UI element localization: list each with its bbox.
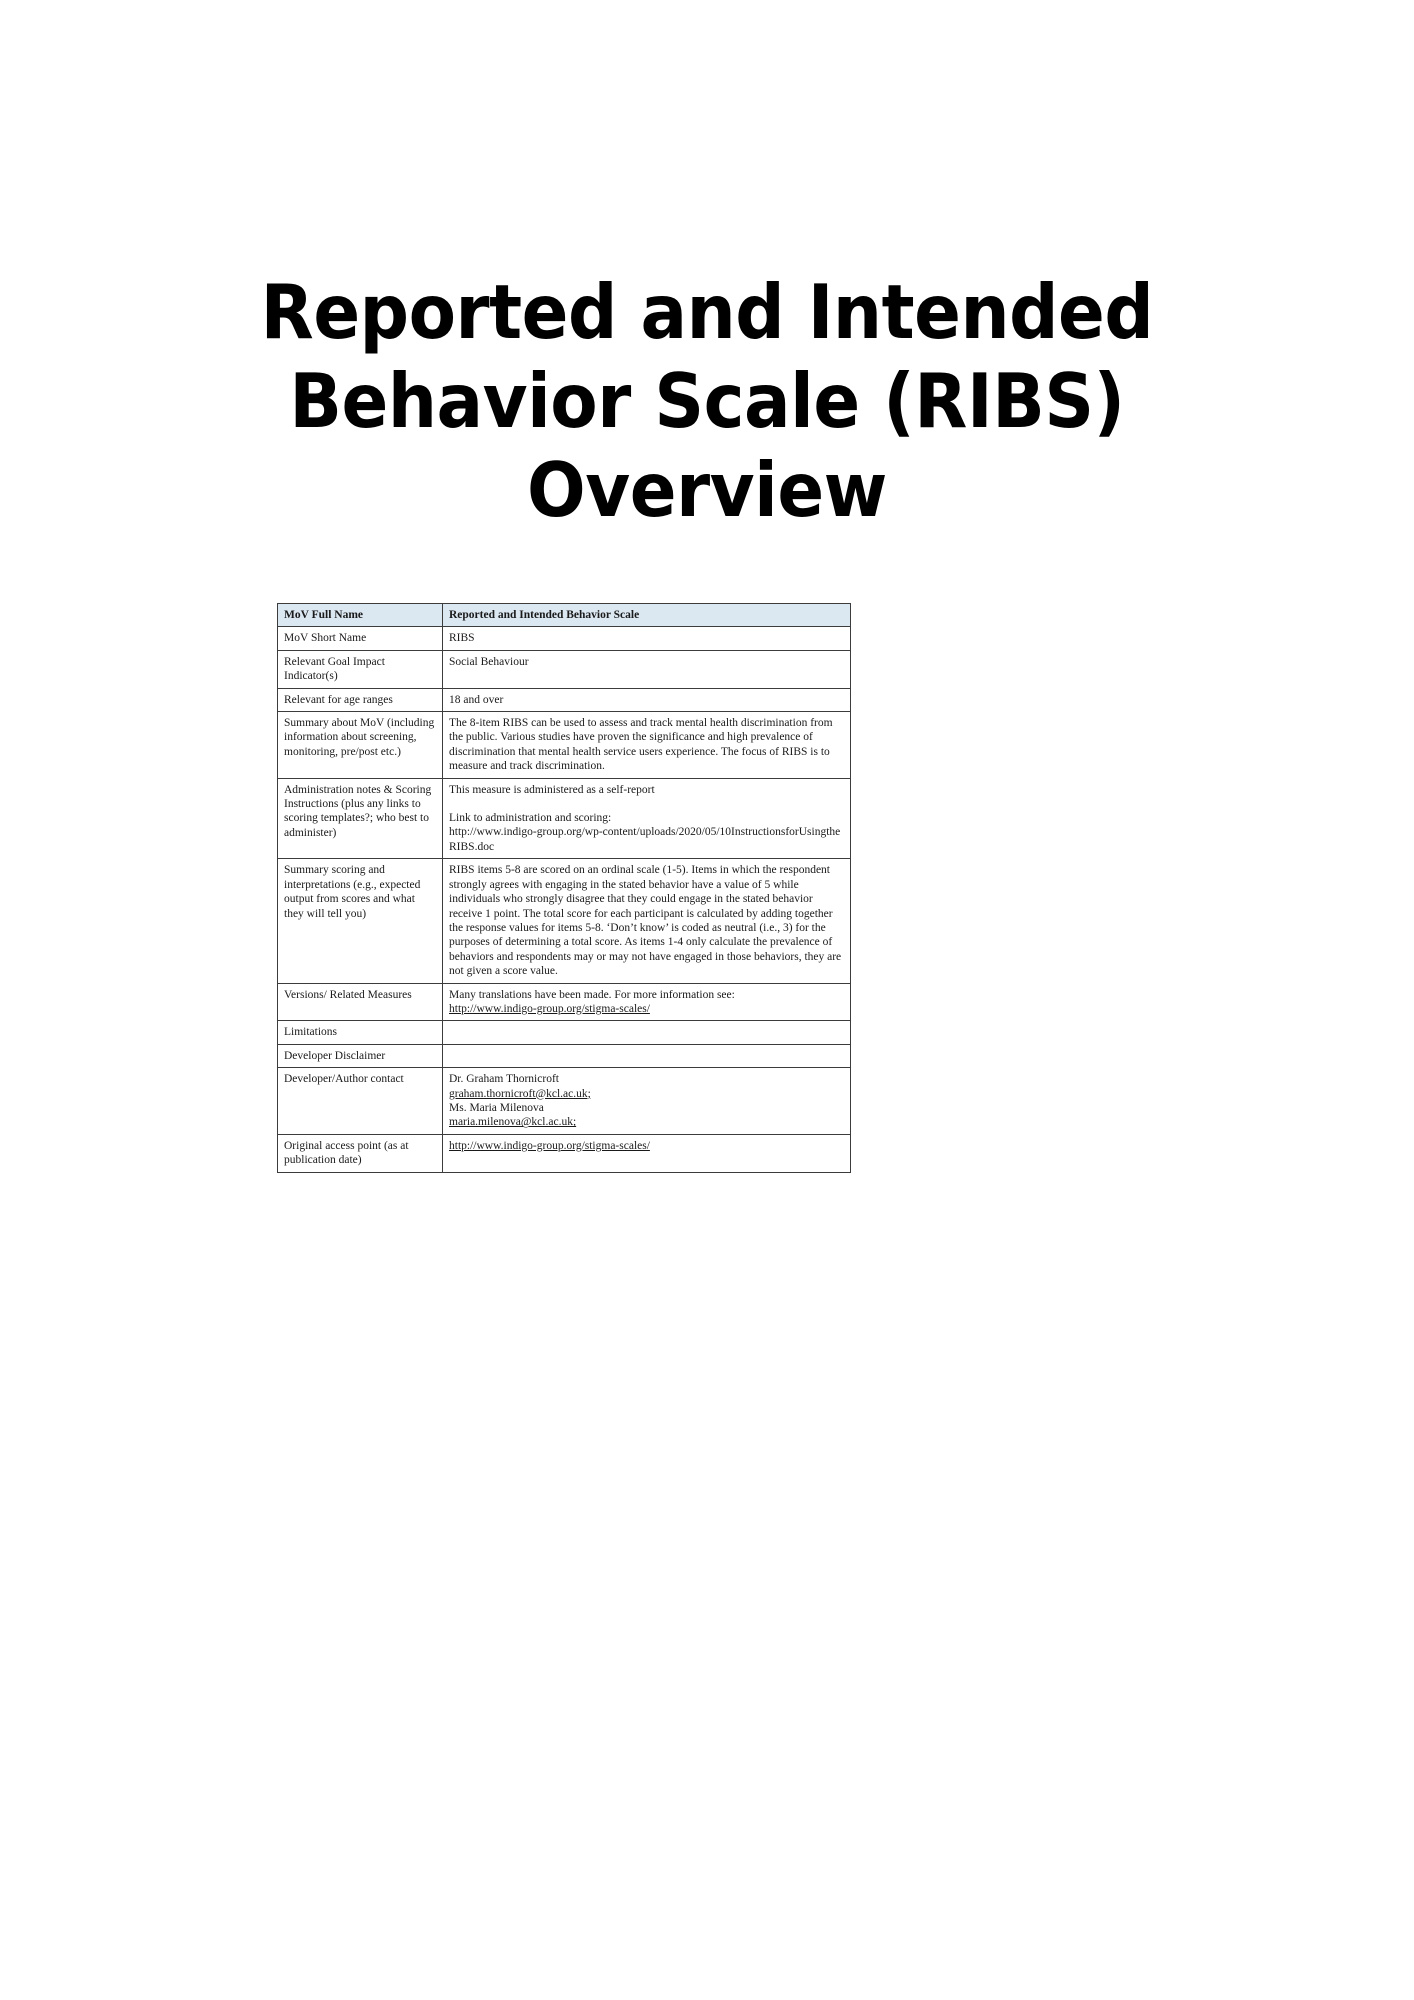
- row-value-administration-notes: [443, 778, 851, 859]
- versions-text: Many translations have been made. For more information see:: [449, 988, 735, 1001]
- row-value-limitations: [443, 1021, 851, 1044]
- page-title: [167, 268, 1247, 535]
- table-row: [278, 1134, 851, 1172]
- page-title-line-3: Overview: [527, 446, 887, 534]
- table-row: [278, 1044, 851, 1067]
- table-row: [278, 1021, 851, 1044]
- contact-email-milenova[interactable]: maria.milenova@kcl.ac.uk;: [449, 1116, 577, 1129]
- administration-link-intro: Link to administration and scoring:: [449, 812, 612, 825]
- row-value-versions-related-measures: [443, 983, 851, 1021]
- row-label-summary-about-mov: Summary about MoV (including information about screening, monitoring, pre/post etc.): [278, 712, 443, 779]
- mov-overview-table: [277, 603, 851, 1173]
- versions-stigma-scales-url[interactable]: http://www.indigo-group.org/stigma-scales/: [449, 1002, 650, 1015]
- row-value-mov-short-name: RIBS: [443, 627, 851, 650]
- row-label-summary-scoring: Summary scoring and interpretations (e.g., expected output from scores and what they will tell you): [278, 859, 443, 983]
- contact-name-milenova: Ms. Maria Milenova: [449, 1101, 544, 1114]
- original-access-point-url[interactable]: http://www.indigo-group.org/stigma-scales/: [449, 1139, 650, 1152]
- row-label-limitations: Limitations: [278, 1021, 443, 1044]
- row-label-versions-related-measures: Versions/ Related Measures: [278, 983, 443, 1021]
- page-title-line-2: Behavior Scale (RIBS): [289, 357, 1125, 445]
- administration-scoring-url[interactable]: http://www.indigo-group.org/wp-content/uploads/2020/05/10InstructionsforUsingtheRIBS.doc: [449, 826, 841, 853]
- row-value-original-access-point: [443, 1134, 851, 1172]
- row-value-summary-about-mov: The 8-item RIBS can be used to assess and track mental health discrimination from the public. Various studies have proven the significance and high prevalence of discrimination that mental health service users experience. The focus of RIBS is to measure and track discrimination.: [443, 712, 851, 779]
- row-label-administration-notes: Administration notes & Scoring Instructions (plus any links to scoring templates?; who best to administer): [278, 778, 443, 859]
- table-row: [278, 627, 851, 650]
- table-header-row: [278, 604, 851, 627]
- table-header-value: Reported and Intended Behavior Scale: [443, 604, 851, 627]
- row-value-developer-disclaimer: [443, 1044, 851, 1067]
- page-title-line-1: Reported and Intended: [260, 268, 1154, 356]
- administration-self-report-text: This measure is administered as a self-report: [449, 783, 655, 796]
- table-row: [278, 712, 851, 779]
- row-label-developer-author-contact: Developer/Author contact: [278, 1068, 443, 1135]
- table-row: [278, 983, 851, 1021]
- row-value-summary-scoring: RIBS items 5-8 are scored on an ordinal scale (1-5). Items in which the respondent strongly agrees with engaging in the stated behavior have a value of 5 while individuals who strongly disagree that they could engage in the stated behavior receive 1 point. The total score for each participant is calculated by adding together the response values for items 5-8. ‘Don’t know’ is coded as neutral (i.e., 3) for the purposes of determining a total score. As items 1-4 only calculate the prevalence of behaviors and respondents may or may not have engaged in those behaviors, they are not given a score value.: [443, 859, 851, 983]
- row-label-goal-impact-indicator: Relevant Goal Impact Indicator(s): [278, 650, 443, 688]
- row-label-age-ranges: Relevant for age ranges: [278, 688, 443, 711]
- table-row: [278, 778, 851, 859]
- mov-table-container: [277, 603, 842, 1173]
- row-label-original-access-point: Original access point (as at publication date): [278, 1134, 443, 1172]
- row-value-goal-impact-indicator: Social Behaviour: [443, 650, 851, 688]
- table-header-label: MoV Full Name: [278, 604, 443, 627]
- table-row: [278, 1068, 851, 1135]
- row-label-developer-disclaimer: Developer Disclaimer: [278, 1044, 443, 1067]
- table-row: [278, 650, 851, 688]
- row-value-age-ranges: 18 and over: [443, 688, 851, 711]
- table-row: [278, 859, 851, 983]
- table-row: [278, 688, 851, 711]
- row-value-developer-author-contact: [443, 1068, 851, 1135]
- row-label-mov-short-name: MoV Short Name: [278, 627, 443, 650]
- contact-email-thornicroft[interactable]: graham.thornicroft@kcl.ac.uk;: [449, 1087, 591, 1100]
- contact-name-thornicroft: Dr. Graham Thornicroft: [449, 1073, 559, 1086]
